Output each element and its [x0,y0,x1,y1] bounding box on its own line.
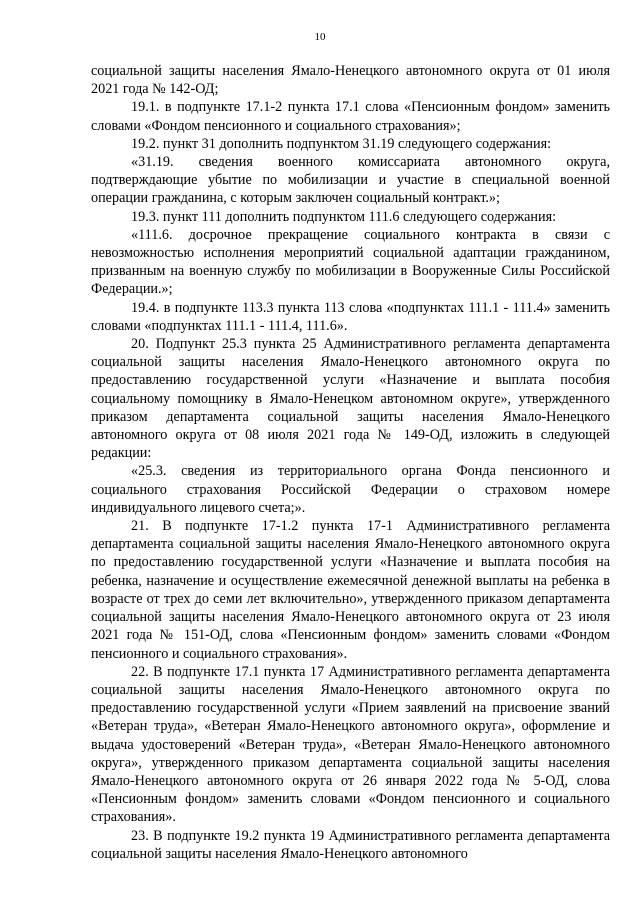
paragraph-20: 20. Подпункт 25.3 пункта 25 Административного регламента департамента социальной защиты населения Ямало-Ненецкого автономного округа по предоставлению государственной услуги «Назначение и выплата пособия социальному помощнику в Ямало-Ненецком автономном округе», утвержденного приказом департамента социальной защиты населения Ямало-Ненецкого автономного округа от 08 июля 2021 года № 149-ОД, изложить в следующей редакции: [91,336,610,462]
paragraph-19-4: 19.4. в подпункте 113.3 пункта 113 слова «подпунктах 111.1 - 111.4» заменить словами «подпунктах 111.1 - 111.4, 111.6». [91,299,610,334]
page-number: 10 [314,31,326,43]
paragraph-21: 21. В подпункте 17-1.2 пункта 17-1 Административного регламента департамента социальной защиты населения Ямало-Ненецкого автономного округа по предоставлению государственной услуги «Назначение и выплата пособия на ребенка, назначение и осуществление ежемесячной денежной выплаты на ребенка в возрасте от трех до семи лет включительно», утвержденного приказом департамента социальной защиты населения Ямало-Ненецкого автономного округа от 23 июля 2021 года № 151-ОД, слова «Пенсионным фондом» заменить словами «Фондом пенсионного и социального страхования». [91,518,610,662]
paragraph-111-6-quote: «111.6. досрочное прекращение социального контракта в связи с невозможностью исполнения мероприятий социальной адаптации гражданином, призванным на военную службу по мобилизации в Вооруженные Силы Российской Федерации.»; [91,226,610,298]
paragraph-19-2: 19.2. пункт 31 дополнить подпунктом 31.19 следующего содержания: [131,135,552,152]
paragraph-continuation: социальной защиты населения Ямало-Ненецкого автономного округа от 01 июля 2021 года № 142-ОД; [91,63,610,98]
paragraph-25-3-quote: «25.3. сведения из территориального органа Фонда пенсионного и социального страхования Российской Федерации о страховом номере индивидуального лицевого счета;». [91,463,610,516]
paragraph-19-1: 19.1. в подпункте 17.1-2 пункта 17.1 слова «Пенсионным фондом» заменить словами «Фондом пенсионного и социального страхования»; [91,99,610,134]
paragraph-31-19-quote: «31.19. сведения военного комиссариата автономного округа, подтверждающие убытие по мобилизации и участие в специальной военной операции гражданина, с которым заключен социальный контракт.»; [91,154,610,207]
document-body [91,62,610,863]
paragraph-19-3: 19.3. пункт 111 дополнить подпунктом 111.6 следующего содержания: [131,208,557,225]
paragraph-23: 23. В подпункте 19.2 пункта 19 Административного регламента департамента социальной защиты населения Ямало-Ненецкого автономного [91,827,610,862]
paragraph-22: 22. В подпункте 17.1 пункта 17 Административного регламента департамента социальной защиты населения Ямало-Ненецкого автономного округа по предоставлению государственной услуги «Прием заявлений на присвоение званий «Ветеран труда», «Ветеран Ямало-Ненецкого автономного округа», оформление и выдача удостоверений «Ветеран труда», «Ветеран Ямало-Ненецкого автономного округа», утвержденного приказом департамента социальной защиты населения Ямало-Ненецкого автономного округа от 26 января 2022 года № 5-ОД, слова «Пенсионным фондом» заменить словами «Фондом пенсионного и социального страхования». [91,663,610,826]
